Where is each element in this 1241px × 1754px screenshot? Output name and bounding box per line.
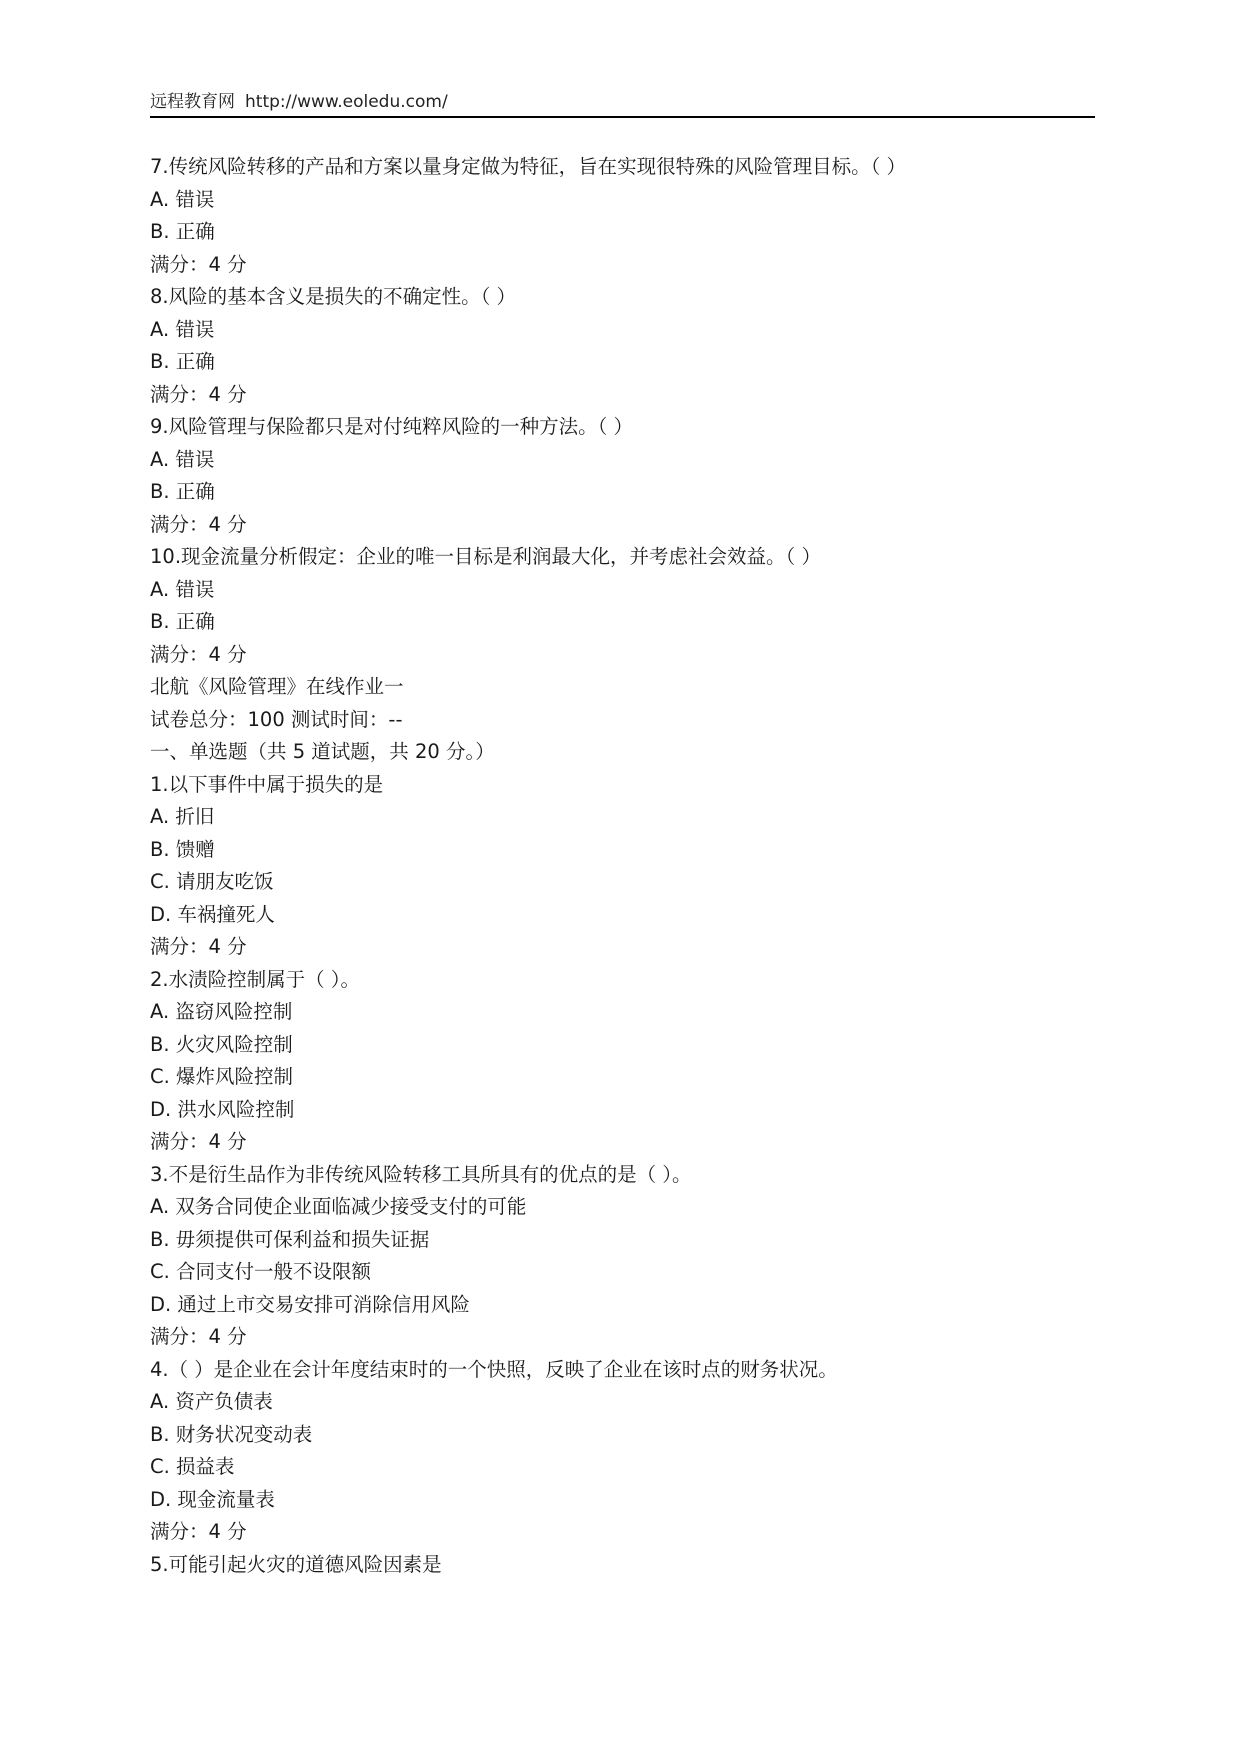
- text-line: 满分：4 分: [150, 1325, 247, 1348]
- text-line: 满分：4 分: [150, 1520, 247, 1543]
- text-line: B. 馈赠: [150, 837, 215, 861]
- text-line: 7.传统风险转移的产品和方案以量身定做为特征，旨在实现很特殊的风险管理目标。（ ）: [150, 155, 907, 178]
- text-line: B. 火灾风险控制: [150, 1032, 293, 1056]
- text-line: 满分：4 分: [150, 512, 247, 536]
- text-line: 满分：4 分: [150, 642, 247, 666]
- site-name: 远程教育网: [150, 92, 235, 112]
- text-line: 满分：4 分: [150, 382, 247, 406]
- text-line: A. 资产负债表: [150, 1390, 273, 1413]
- text-line: 5.可能引起火灾的道德风险因素是: [150, 1552, 442, 1576]
- site-url: http://www.eoledu.com/: [245, 92, 448, 112]
- text-line: A. 盗窃风险控制: [150, 1000, 293, 1023]
- text-line: B. 正确: [150, 610, 215, 633]
- text-line: 一、单选题（共 5 道试题，共 20 分。）: [150, 740, 495, 763]
- text-line: B. 正确: [150, 220, 215, 243]
- text-line: A. 折旧: [150, 805, 215, 828]
- text-line: A. 错误: [150, 447, 215, 471]
- text-line: 4.（ ）是企业在会计年度结束时的一个快照，反映了企业在该时点的财务状况。: [150, 1357, 838, 1381]
- text-line: B. 正确: [150, 350, 215, 373]
- text-line: 试卷总分：100 测试时间：--: [150, 707, 403, 731]
- text-line: A. 错误: [150, 317, 215, 341]
- text-line: 满分：4 分: [150, 1130, 247, 1153]
- text-line: 8.风险的基本含义是损失的不确定性。（ ）: [150, 285, 517, 308]
- text-line: C. 请朋友吃饭: [150, 870, 274, 893]
- text-line: B. 正确: [150, 480, 215, 503]
- text-line: B. 财务状况变动表: [150, 1422, 313, 1446]
- text-line: 2.水渍险控制属于（ ）。: [150, 967, 361, 991]
- text-line: 9.风险管理与保险都只是对付纯粹风险的一种方法。（ ）: [150, 415, 634, 438]
- text-line: 北航《风险管理》在线作业一: [150, 675, 404, 698]
- text-line: A. 错误: [150, 577, 215, 601]
- text-line: 1.以下事件中属于损失的是: [150, 772, 384, 796]
- text-line: D. 通过上市交易安排可消除信用风险: [150, 1292, 470, 1316]
- text-line: 3.不是衍生品作为非传统风险转移工具所具有的优点的是（ ）。: [150, 1162, 692, 1186]
- text-line: A. 双务合同使企业面临减少接受支付的可能: [150, 1195, 527, 1218]
- text-line: D. 现金流量表: [150, 1487, 275, 1511]
- text-line: D. 洪水风险控制: [150, 1097, 295, 1121]
- text-line: A. 错误: [150, 187, 215, 211]
- text-line: C. 爆炸风险控制: [150, 1065, 294, 1088]
- text-line: C. 损益表: [150, 1455, 235, 1478]
- text-line: 满分：4 分: [150, 252, 247, 276]
- text-line: B. 毋须提供可保利益和损失证据: [150, 1227, 430, 1251]
- page-header: [150, 88, 1095, 118]
- text-line: C. 合同支付一般不设限额: [150, 1260, 372, 1283]
- text-line: 满分：4 分: [150, 935, 247, 958]
- text-line: 10.现金流量分析假定：企业的唯一目标是利润最大化，并考虑社会效益。（ ）: [150, 545, 821, 568]
- text-line: D. 车祸撞死人: [150, 902, 275, 926]
- document-body: [150, 151, 1095, 1581]
